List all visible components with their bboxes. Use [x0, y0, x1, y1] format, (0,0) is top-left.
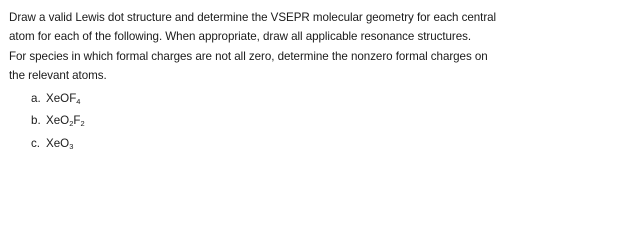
formula-subscript: 3 [69, 141, 74, 151]
instruction-line-1: Draw a valid Lewis dot structure and determine the VSEPR molecular geometry for each central [9, 11, 497, 24]
formula-subscript: 4 [76, 96, 81, 106]
question-instructions [9, 8, 621, 86]
list-marker: c. [31, 136, 41, 150]
list-marker: a. [31, 91, 41, 105]
instruction-line-2: atom for each of the following. When appropriate, draw all applicable resonance structures. [9, 30, 472, 44]
question-document [9, 8, 621, 155]
formula-text: XeO [46, 136, 70, 150]
formula-text: XeOF [46, 91, 77, 105]
species-list [9, 88, 621, 156]
formula-text: XeO [46, 114, 70, 128]
species-item-a [9, 88, 621, 111]
chemical-formula [46, 110, 85, 133]
formula-subscript: 2 [69, 119, 74, 129]
species-item-c [9, 133, 621, 156]
formula-text: F [73, 114, 81, 128]
formula-subscript: 2 [80, 119, 85, 129]
chemical-formula [46, 133, 73, 156]
instruction-line-4: the relevant atoms. [9, 69, 107, 83]
instruction-line-3: For species in which formal charges are not all zero, determine the nonzero formal charges on [9, 49, 488, 63]
chemical-formula [46, 88, 80, 111]
species-item-b [9, 110, 621, 133]
list-marker: b. [31, 114, 41, 128]
